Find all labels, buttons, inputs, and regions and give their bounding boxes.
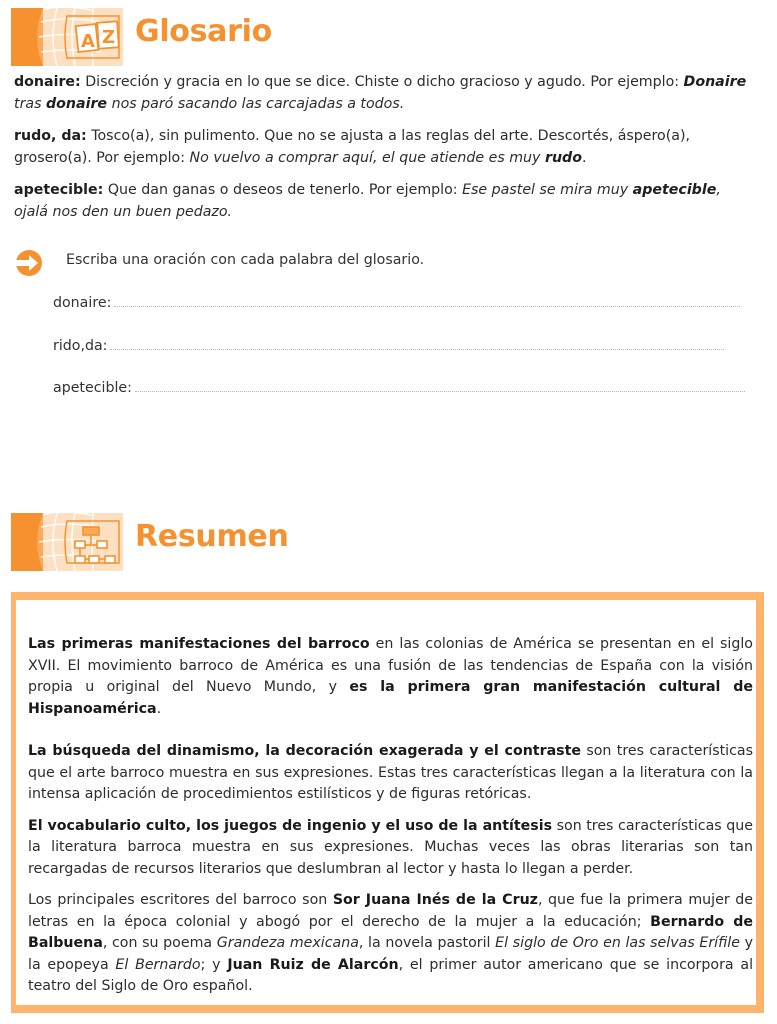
example-text: No vuelvo a comprar aquí, el que atiende es muy [189,149,545,166]
work-title: El siglo de Oro en las selvas Erífile [495,935,740,951]
glossary-entry-donaire [14,72,759,115]
example-text: . [581,149,587,166]
text: en las colonias de América se presentan en el siglo XVII. El movimiento barroco de América es una fusión de las tendencias de España con la visión propia u original del Nuevo Mundo, y [28,636,753,695]
glossary-term: apetecible: [14,182,104,198]
text: . [156,700,162,717]
text: y la epopeya [28,935,754,973]
arrow-right-circle-icon [14,250,44,276]
answer-field[interactable] [110,335,724,350]
bold-text: La búsqueda del dinamismo, la decoración exagerada y el contraste [28,743,581,759]
bold-text: es la primera gran manifestación cultural de Hispanoamérica [28,679,753,717]
example-text: tras [14,95,46,112]
text: ; y [200,956,228,973]
example-bold: rudo [544,149,582,166]
glossary-definition: Discreción y gracia en lo que se dice. Chiste o dicho gracioso y agudo. Por ejemplo: [80,74,684,90]
example-text: , ojalá nos den un buen pedazo. [14,182,721,220]
glossary-term: donaire: [14,74,81,90]
glossary-entry-rudo [14,126,759,169]
answer-line-apetecible[interactable] [53,377,745,396]
glossary-entry-apetecible [14,180,759,223]
glossary-definition: Que dan ganas o deseos de tenerlo. Por ejemplo: [103,182,463,198]
summary-paragraph [28,890,753,998]
answer-field[interactable] [114,292,740,307]
answer-line-donaire[interactable] [53,292,740,311]
glosario-title: Glosario [135,14,272,49]
work-title: Grandeza mexicana [216,935,359,951]
glossary-definition: Tosco(a), sin pulimento. Que no se ajusta a las reglas del arte. Descortés, áspero(a), grosero(a). Por ejemplo: [14,128,691,166]
text: , el primer autor americano que se incorpora al teatro del Siglo de Oro español. [28,956,754,994]
summary-box [11,592,764,1013]
author-name: Bernardo de Balbuena [28,913,753,951]
glossary-term: rudo, da: [14,128,87,144]
glosario-header [11,8,311,66]
svg-text:Z: Z [102,27,116,48]
text: Los principales escritores del barroco son [28,892,333,908]
example-text: Ese pastel se mira muy [462,182,633,198]
summary-paragraph [28,741,753,806]
text: son tres características que la literatura barroca muestra en sus expresiones. Muchas veces las obras literarias son tan recargadas de recursos literarios que deslumbran al lector y hasta lo llegan a perder. [28,817,753,877]
flowchart-icon [11,513,123,571]
summary-text [28,634,753,1008]
resumen-header [11,513,311,571]
work-title: El Bernardo [115,956,201,973]
author-name: Sor Juana Inés de la Cruz [332,892,538,908]
example-bold: apetecible [632,182,717,198]
author-name: Juan Ruiz de Alarcón [227,956,399,973]
answer-label: donaire: [53,295,112,311]
example-text: nos paró sacando las carcajadas a todos. [107,95,405,112]
summary-paragraph [28,634,753,720]
bold-text: Las primeras manifestaciones del barroco [28,636,370,652]
example-bold: Donaire [683,74,747,90]
text: , con su poema [102,935,217,951]
text: , la novela pastoril [358,935,496,951]
az-dictionary-icon [11,8,123,66]
summary-paragraph [28,816,753,881]
text: son tres características que el arte barroco muestra en sus expresiones. Estas tres características llegan a la literatura con la intensa aplicación de procedimientos estilísticos y de figuras retóricas. [28,743,753,802]
exercise-instruction: Escriba una oración con cada palabra del glosario. [66,252,425,268]
svg-text:A: A [81,31,95,52]
answer-label: apetecible: [53,380,132,396]
resumen-title: Resumen [135,519,289,554]
answer-label: rido,da: [53,338,108,354]
answer-line-rido[interactable] [53,335,724,354]
example-bold: donaire [46,95,108,112]
text: , que fue la primera mujer de letras en la época colonial y abogó por el derecho de la mujer a la educación; [28,892,753,930]
glossary-list [14,72,759,234]
bold-text: El vocabulario culto, los juegos de ingenio y el uso de la antítesis [28,817,553,834]
answer-field[interactable] [135,377,745,392]
